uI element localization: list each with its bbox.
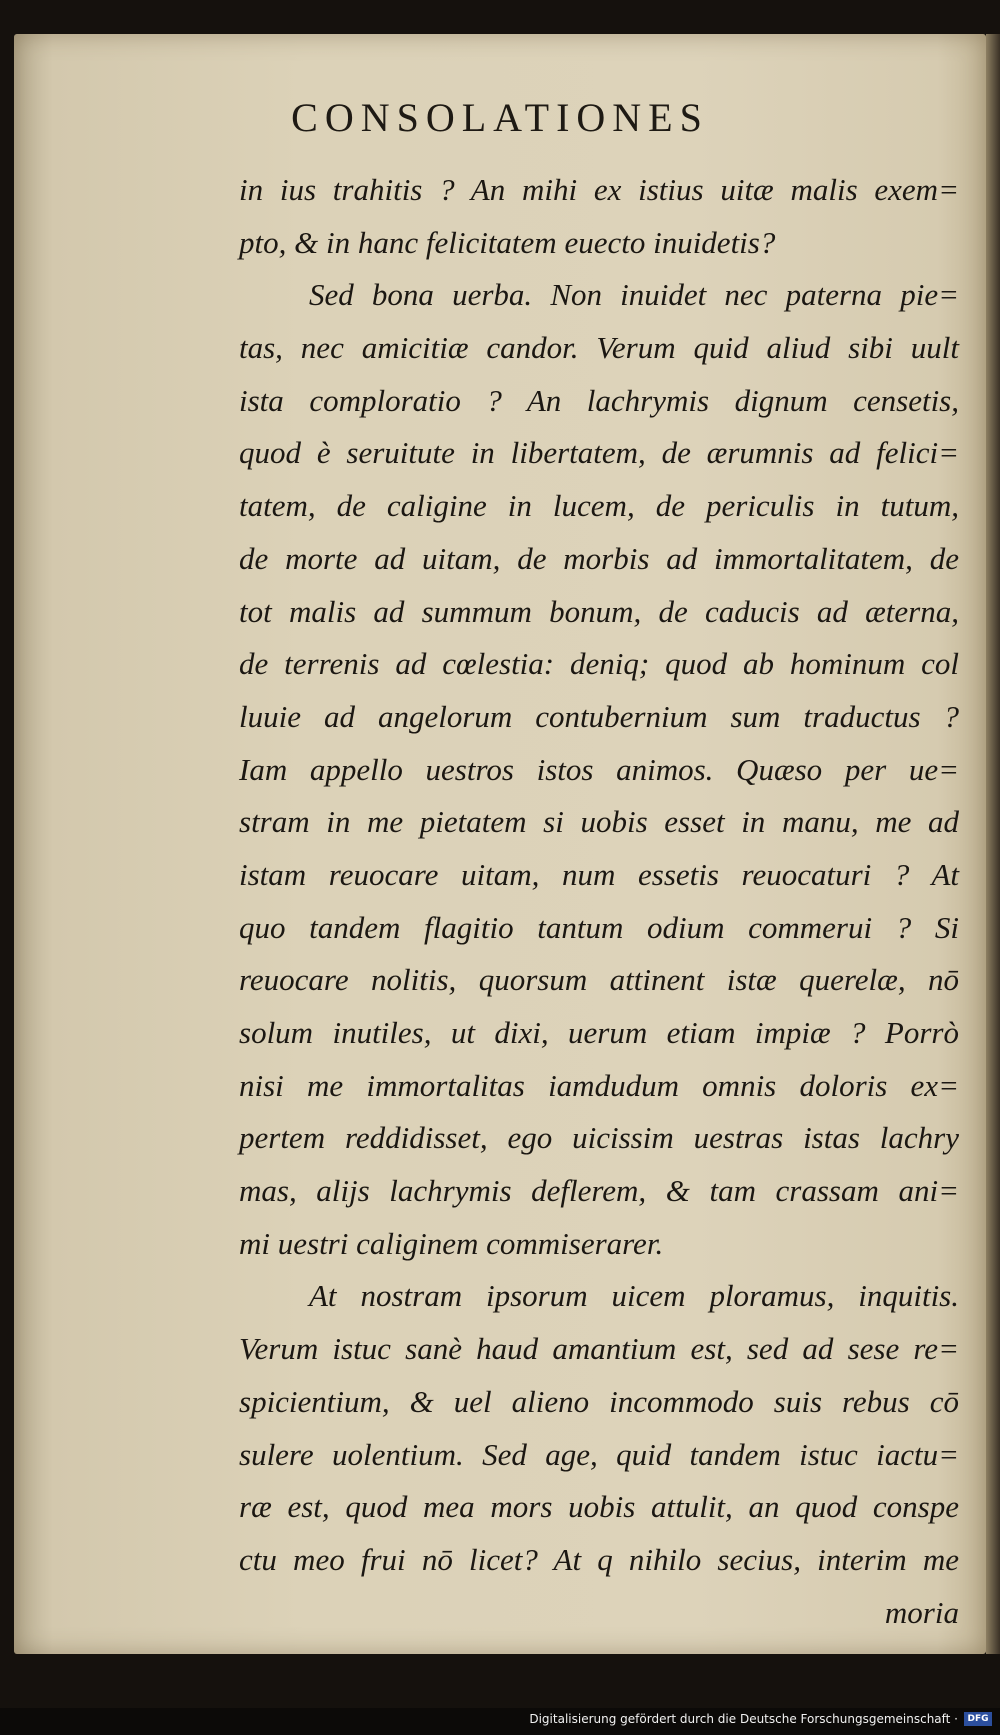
text-line: quod è seruitute in libertatem, de ærumnis ad felici= [239,435,959,471]
text-line: mas, alijs lachrymis deflerem, & tam crassam ani= [239,1173,959,1209]
catchword: moria [884,1594,959,1630]
text-line: stram in me pietatem si uobis esset in manu, me ad [239,804,959,840]
text-line: At nostram ipsorum uicem ploramus, inquitis. [309,1278,959,1314]
text-line: quo tandem flagitio tantum odium commerui ? Si [239,909,959,945]
text-line: Iam appello uestros istos animos. Quæso per ue= [239,751,959,787]
text-line: istam reuocare uitam, num essetis reuocaturi ? At [239,856,959,892]
text-line: solum inutiles, ut dixi, uerum etiam impiæ ? Porrò [239,1015,959,1050]
book-page [14,34,986,1654]
text-line: ista comploratio ? An lachrymis dignum censetis, [239,382,959,418]
text-line: luuie ad angelorum contubernium sum traductus ? [239,698,959,734]
text-line: reuocare nolitis, quorsum attinent istæ querelæ, nō [239,962,959,998]
text-line: Verum istuc sanè haud amantium est, sed ad sese re= [239,1331,959,1367]
text-line: tot malis ad summum bonum, de caducis ad æterna, [239,593,959,629]
text-line: mi uestri caliginem commiserarer. [239,1225,664,1261]
text-line: ræ est, quod mea mors uobis attulit, an quod conspe [239,1489,959,1525]
text-line: spicientium, & uel alieno incommodo suis rebus cō [239,1383,959,1419]
text-line: sulere uolentium. Sed age, quid tandem istuc iactu= [239,1436,959,1472]
text-line: tatem, de caligine in lucem, de periculis in tutum, [239,488,959,524]
text-line: tas, nec amicitiæ candor. Verum quid aliud sibi uult [239,330,959,366]
text-line: in ius trahitis ? An mihi ex istius uitæ malis exem= [239,172,959,207]
text-line: pto, & in hanc felicitatem euecto inuidetis? [239,224,776,260]
text-block [239,164,959,1639]
text-line: ctu meo frui nō licet? At q nihilo secius, interim me [239,1541,959,1577]
funding-credit: Digitalisierung gefördert durch die Deutsche Forschungsgemeinschaft · [529,1712,958,1726]
text-line: de morte ad uitam, de morbis ad immortalitatem, de [239,540,959,576]
text-line: de terrenis ad cœlestia: deniq; quod ab hominum col [239,646,959,682]
text-line: pertem reddidisset, ego uicissim uestras istas lachry [239,1120,959,1156]
dfg-logo: DFG [964,1712,992,1726]
text-line: Sed bona uerba. Non inuidet nec paterna pie= [309,277,959,313]
text-line: nisi me immortalitas iamdudum omnis doloris ex= [239,1067,959,1103]
page-edge [986,34,1000,1654]
running-header: CONSOLATIONES [291,95,709,140]
